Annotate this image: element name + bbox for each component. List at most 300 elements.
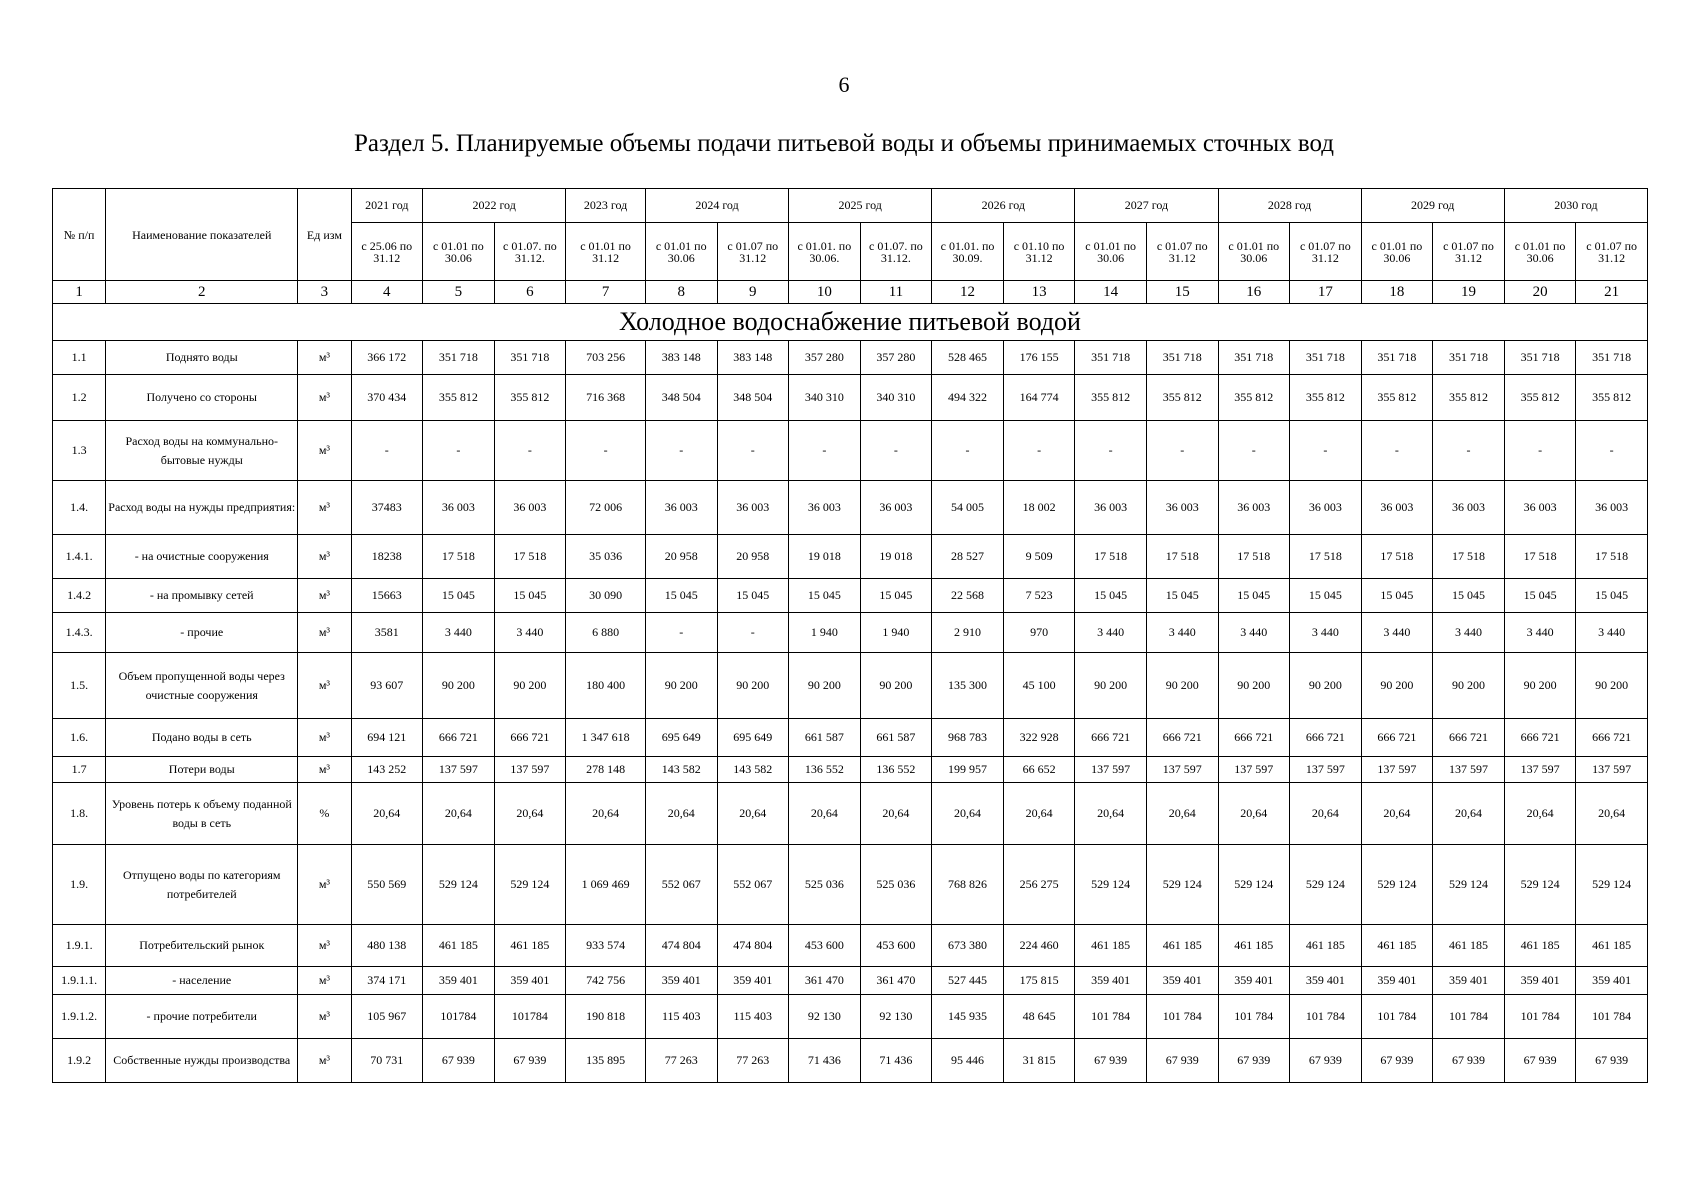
row-unit: м³ [298, 341, 351, 375]
row-indicator-name: Получено со стороны [106, 375, 298, 421]
value-cell: 67 939 [1504, 1039, 1576, 1083]
value-cell: 355 812 [423, 375, 495, 421]
value-cell: 36 003 [789, 481, 861, 535]
value-cell: 453 600 [860, 925, 932, 967]
row-unit: м³ [298, 995, 351, 1039]
header-period: с 01.07 по 31.12 [1146, 223, 1218, 281]
column-number-cell: 18 [1361, 281, 1433, 304]
row-indicator-name: Собственные нужды производства [106, 1039, 298, 1083]
value-cell: 351 718 [1218, 341, 1290, 375]
value-cell: 355 812 [1576, 375, 1648, 421]
value-cell: 1 940 [860, 613, 932, 653]
column-number-cell: 19 [1433, 281, 1505, 304]
value-cell: 92 130 [860, 995, 932, 1039]
value-cell: 666 721 [1361, 719, 1433, 757]
value-cell: 666 721 [1433, 719, 1505, 757]
table-row [53, 967, 1648, 995]
value-cell: 77 263 [645, 1039, 717, 1083]
value-cell: 143 252 [351, 757, 423, 783]
section-heading: Холодное водоснабжение питьевой водой [53, 304, 1648, 341]
value-cell: 36 003 [1504, 481, 1576, 535]
value-cell: 3 440 [1075, 613, 1147, 653]
value-cell: 529 124 [1290, 845, 1362, 925]
value-cell: 19 018 [860, 535, 932, 579]
column-number-cell: 5 [423, 281, 495, 304]
value-cell: 137 597 [1146, 757, 1218, 783]
value-cell: 695 649 [717, 719, 789, 757]
value-cell: 101 784 [1218, 995, 1290, 1039]
value-cell: 199 957 [932, 757, 1004, 783]
row-indicator-name: - прочие потребители [106, 995, 298, 1039]
value-cell: 30 090 [566, 579, 646, 613]
column-number-cell: 8 [645, 281, 717, 304]
column-number-cell: 16 [1218, 281, 1290, 304]
value-cell: 1 347 618 [566, 719, 646, 757]
value-cell: 135 895 [566, 1039, 646, 1083]
value-cell: - [860, 421, 932, 481]
value-cell: 115 403 [717, 995, 789, 1039]
value-cell: 716 368 [566, 375, 646, 421]
table-row [53, 757, 1648, 783]
value-cell: - [1146, 421, 1218, 481]
value-cell: 359 401 [1290, 967, 1362, 995]
value-cell: 67 939 [1146, 1039, 1218, 1083]
value-cell: 15 045 [1433, 579, 1505, 613]
value-cell: 550 569 [351, 845, 423, 925]
value-cell: 95 446 [932, 1039, 1004, 1083]
value-cell: 67 939 [494, 1039, 566, 1083]
value-cell: 20,64 [423, 783, 495, 845]
row-number: 1.9.1. [53, 925, 106, 967]
value-cell: 19 018 [789, 535, 861, 579]
value-cell: 529 124 [494, 845, 566, 925]
header-num: № п/п [53, 189, 106, 281]
header-period: с 01.10 по 31.12 [1003, 223, 1075, 281]
table-row [53, 719, 1648, 757]
row-indicator-name: Подано воды в сеть [106, 719, 298, 757]
value-cell: 359 401 [1361, 967, 1433, 995]
value-cell: 15663 [351, 579, 423, 613]
value-cell: 461 185 [1218, 925, 1290, 967]
value-cell: 36 003 [1433, 481, 1505, 535]
column-number-cell: 17 [1290, 281, 1362, 304]
value-cell: 143 582 [717, 757, 789, 783]
column-number-cell: 11 [860, 281, 932, 304]
header-period: с 01.07 по 31.12 [1576, 223, 1648, 281]
table-row [53, 1039, 1648, 1083]
value-cell: 666 721 [1504, 719, 1576, 757]
value-cell: 176 155 [1003, 341, 1075, 375]
value-cell: 359 401 [1504, 967, 1576, 995]
value-cell: 666 721 [1290, 719, 1362, 757]
value-cell: 15 045 [1576, 579, 1648, 613]
value-cell: 9 509 [1003, 535, 1075, 579]
value-cell: - [494, 421, 566, 481]
value-cell: 36 003 [1218, 481, 1290, 535]
row-indicator-name: Отпущено воды по категориям потребителей [106, 845, 298, 925]
value-cell: 31 815 [1003, 1039, 1075, 1083]
value-cell: 36 003 [860, 481, 932, 535]
value-cell: - [1576, 421, 1648, 481]
column-number-cell: 9 [717, 281, 789, 304]
row-unit: м³ [298, 845, 351, 925]
value-cell: 3 440 [1433, 613, 1505, 653]
value-cell: 17 518 [1504, 535, 1576, 579]
value-cell: 348 504 [717, 375, 789, 421]
value-cell: - [932, 421, 1004, 481]
value-cell: 474 804 [717, 925, 789, 967]
row-unit: м³ [298, 925, 351, 967]
value-cell: 3 440 [1218, 613, 1290, 653]
value-cell: 36 003 [1361, 481, 1433, 535]
row-indicator-name: - прочие [106, 613, 298, 653]
value-cell: 351 718 [1433, 341, 1505, 375]
value-cell: 36 003 [494, 481, 566, 535]
value-cell: 90 200 [860, 653, 932, 719]
row-unit: м³ [298, 719, 351, 757]
header-year: 2023 год [566, 189, 646, 223]
value-cell: 72 006 [566, 481, 646, 535]
value-cell: 2 910 [932, 613, 1004, 653]
value-cell: 494 322 [932, 375, 1004, 421]
value-cell: - [1290, 421, 1362, 481]
value-cell: 15 045 [1075, 579, 1147, 613]
value-cell: 22 568 [932, 579, 1004, 613]
value-cell: 355 812 [1290, 375, 1362, 421]
table-row [53, 341, 1648, 375]
column-number-cell: 4 [351, 281, 423, 304]
row-unit: м³ [298, 613, 351, 653]
row-indicator-name: Уровень потерь к объему поданной воды в сеть [106, 783, 298, 845]
value-cell: 20,64 [1504, 783, 1576, 845]
header-period: с 01.07. по 31.12. [494, 223, 566, 281]
value-cell: 105 967 [351, 995, 423, 1039]
value-cell: 67 939 [1576, 1039, 1648, 1083]
row-number: 1.6. [53, 719, 106, 757]
header-period: с 01.07 по 31.12 [1433, 223, 1505, 281]
value-cell: 175 815 [1003, 967, 1075, 995]
row-unit: м³ [298, 757, 351, 783]
value-cell: 351 718 [1146, 341, 1218, 375]
row-unit: м³ [298, 579, 351, 613]
value-cell: 695 649 [645, 719, 717, 757]
value-cell: 15 045 [645, 579, 717, 613]
value-cell: 461 185 [1290, 925, 1362, 967]
value-cell: 15 045 [423, 579, 495, 613]
value-cell: 20,64 [1146, 783, 1218, 845]
row-number: 1.9.1.1. [53, 967, 106, 995]
value-cell: 348 504 [645, 375, 717, 421]
value-cell: 278 148 [566, 757, 646, 783]
value-cell: 528 465 [932, 341, 1004, 375]
value-cell: 145 935 [932, 995, 1004, 1039]
value-cell: 36 003 [1290, 481, 1362, 535]
row-number: 1.4.3. [53, 613, 106, 653]
value-cell: 71 436 [789, 1039, 861, 1083]
value-cell: 3 440 [1290, 613, 1362, 653]
value-cell: 20,64 [1433, 783, 1505, 845]
value-cell: 742 756 [566, 967, 646, 995]
header-period: с 01.01. по 30.06. [789, 223, 861, 281]
value-cell: 77 263 [717, 1039, 789, 1083]
value-cell: 137 597 [1433, 757, 1505, 783]
row-number: 1.2 [53, 375, 106, 421]
value-cell: 93 607 [351, 653, 423, 719]
value-cell: 90 200 [1361, 653, 1433, 719]
value-cell: 529 124 [1146, 845, 1218, 925]
value-cell: 15 045 [860, 579, 932, 613]
header-period: с 01.01 по 30.06 [1218, 223, 1290, 281]
value-cell: 164 774 [1003, 375, 1075, 421]
header-year: 2025 год [789, 189, 932, 223]
header-period: с 01.01 по 30.06 [645, 223, 717, 281]
value-cell: 15 045 [1361, 579, 1433, 613]
value-cell: 37483 [351, 481, 423, 535]
header-period: с 01.01 по 30.06 [1075, 223, 1147, 281]
value-cell: 35 036 [566, 535, 646, 579]
value-cell: 361 470 [860, 967, 932, 995]
header-period: с 01.01 по 30.06 [423, 223, 495, 281]
value-cell: - [423, 421, 495, 481]
value-cell: 666 721 [1218, 719, 1290, 757]
value-cell: 461 185 [1433, 925, 1505, 967]
value-cell: 67 939 [1218, 1039, 1290, 1083]
value-cell: 15 045 [789, 579, 861, 613]
value-cell: - [645, 421, 717, 481]
value-cell: 36 003 [423, 481, 495, 535]
table-row [53, 995, 1648, 1039]
value-cell: 54 005 [932, 481, 1004, 535]
value-cell: - [717, 613, 789, 653]
column-number-cell: 14 [1075, 281, 1147, 304]
value-cell: 17 518 [1146, 535, 1218, 579]
value-cell: 666 721 [1576, 719, 1648, 757]
value-cell: 661 587 [789, 719, 861, 757]
column-number-cell: 15 [1146, 281, 1218, 304]
value-cell: 357 280 [789, 341, 861, 375]
column-number-cell: 2 [106, 281, 298, 304]
value-cell: 17 518 [1576, 535, 1648, 579]
value-cell: 20,64 [566, 783, 646, 845]
header-name: Наименование показателей [106, 189, 298, 281]
row-indicator-name: Объем пропущенной воды через очистные сооружения [106, 653, 298, 719]
value-cell: 90 200 [717, 653, 789, 719]
value-cell: 666 721 [494, 719, 566, 757]
section-title: Раздел 5. Планируемые объемы подачи питьевой воды и объемы принимаемых сточных вод [353, 130, 1335, 157]
value-cell: 15 045 [494, 579, 566, 613]
value-cell: 461 185 [1504, 925, 1576, 967]
value-cell: 67 939 [1075, 1039, 1147, 1083]
value-cell: 15 045 [1146, 579, 1218, 613]
value-cell: 355 812 [1218, 375, 1290, 421]
value-cell: 20,64 [351, 783, 423, 845]
value-cell: 3 440 [1361, 613, 1433, 653]
row-number: 1.1 [53, 341, 106, 375]
value-cell: - [789, 421, 861, 481]
column-number-cell: 12 [932, 281, 1004, 304]
value-cell: 461 185 [1075, 925, 1147, 967]
value-cell: 90 200 [645, 653, 717, 719]
column-number-row [53, 281, 1648, 304]
value-cell: 137 597 [1218, 757, 1290, 783]
table-row [53, 613, 1648, 653]
value-cell: 351 718 [1504, 341, 1576, 375]
value-cell: 101 784 [1075, 995, 1147, 1039]
value-cell: 137 597 [423, 757, 495, 783]
value-cell: 529 124 [1361, 845, 1433, 925]
value-cell: 36 003 [1576, 481, 1648, 535]
table-row [53, 783, 1648, 845]
value-cell: 351 718 [423, 341, 495, 375]
header-period: с 25.06 по 31.12 [351, 223, 423, 281]
value-cell: 474 804 [645, 925, 717, 967]
row-unit: м³ [298, 375, 351, 421]
row-number: 1.4.2 [53, 579, 106, 613]
row-unit: м³ [298, 535, 351, 579]
header-period: с 01.01. по 30.09. [932, 223, 1004, 281]
value-cell: 90 200 [1433, 653, 1505, 719]
column-number-cell: 3 [298, 281, 351, 304]
value-cell: 28 527 [932, 535, 1004, 579]
value-cell: 355 812 [1433, 375, 1505, 421]
value-cell: 529 124 [1433, 845, 1505, 925]
value-cell: 101 784 [1361, 995, 1433, 1039]
value-cell: 20,64 [789, 783, 861, 845]
value-cell: 137 597 [494, 757, 566, 783]
header-period: с 01.01 по 30.06 [1361, 223, 1433, 281]
row-number: 1.8. [53, 783, 106, 845]
value-cell: 666 721 [423, 719, 495, 757]
value-cell: 101 784 [1290, 995, 1362, 1039]
row-indicator-name: - население [106, 967, 298, 995]
value-cell: 36 003 [1075, 481, 1147, 535]
value-cell: 101784 [494, 995, 566, 1039]
row-indicator-name: Потери воды [106, 757, 298, 783]
row-unit: м³ [298, 967, 351, 995]
value-cell: 66 652 [1003, 757, 1075, 783]
value-cell: 366 172 [351, 341, 423, 375]
value-cell: 673 380 [932, 925, 1004, 967]
value-cell: 351 718 [1075, 341, 1147, 375]
value-cell: 36 003 [717, 481, 789, 535]
value-cell: 3 440 [1504, 613, 1576, 653]
value-cell: 529 124 [1218, 845, 1290, 925]
value-cell: 101784 [423, 995, 495, 1039]
value-cell: 666 721 [1075, 719, 1147, 757]
value-cell: 70 731 [351, 1039, 423, 1083]
value-cell: 36 003 [645, 481, 717, 535]
value-cell: 17 518 [1075, 535, 1147, 579]
value-cell: 90 200 [1576, 653, 1648, 719]
header-year: 2027 год [1075, 189, 1218, 223]
value-cell: 527 445 [932, 967, 1004, 995]
value-cell: 90 200 [1075, 653, 1147, 719]
value-cell: 101 784 [1576, 995, 1648, 1039]
value-cell: 20,64 [932, 783, 1004, 845]
value-cell: - [645, 613, 717, 653]
table-row [53, 421, 1648, 481]
value-cell: 101 784 [1433, 995, 1505, 1039]
value-cell: 3 440 [1576, 613, 1648, 653]
column-number-cell: 21 [1576, 281, 1648, 304]
value-cell: 357 280 [860, 341, 932, 375]
value-cell: 67 939 [423, 1039, 495, 1083]
value-cell: 351 718 [494, 341, 566, 375]
value-cell: 17 518 [423, 535, 495, 579]
value-cell: 15 045 [1290, 579, 1362, 613]
value-cell: 361 470 [789, 967, 861, 995]
row-indicator-name: - на промывку сетей [106, 579, 298, 613]
table-row [53, 375, 1648, 421]
value-cell: 359 401 [1218, 967, 1290, 995]
value-cell: 20,64 [860, 783, 932, 845]
value-cell: 461 185 [1361, 925, 1433, 967]
table-row [53, 925, 1648, 967]
value-cell: 15 045 [1218, 579, 1290, 613]
value-cell: 933 574 [566, 925, 646, 967]
value-cell: 355 812 [1146, 375, 1218, 421]
value-cell: - [566, 421, 646, 481]
value-cell: 453 600 [789, 925, 861, 967]
column-number-cell: 1 [53, 281, 106, 304]
value-cell: 370 434 [351, 375, 423, 421]
value-cell: 3 440 [494, 613, 566, 653]
column-number-cell: 6 [494, 281, 566, 304]
value-cell: 461 185 [494, 925, 566, 967]
row-indicator-name: Поднято воды [106, 341, 298, 375]
value-cell: - [1218, 421, 1290, 481]
row-unit: м³ [298, 481, 351, 535]
value-cell: 17 518 [1361, 535, 1433, 579]
value-cell: 67 939 [1361, 1039, 1433, 1083]
value-cell: 355 812 [494, 375, 566, 421]
value-cell: 461 185 [423, 925, 495, 967]
value-cell: 17 518 [1218, 535, 1290, 579]
value-cell: 137 597 [1576, 757, 1648, 783]
row-unit: м³ [298, 653, 351, 719]
row-number: 1.7 [53, 757, 106, 783]
value-cell: 968 783 [932, 719, 1004, 757]
value-cell: 355 812 [1361, 375, 1433, 421]
value-cell: - [1361, 421, 1433, 481]
value-cell: 3 440 [423, 613, 495, 653]
row-unit: м³ [298, 421, 351, 481]
value-cell: 768 826 [932, 845, 1004, 925]
value-cell: 36 003 [1146, 481, 1218, 535]
value-cell: - [717, 421, 789, 481]
value-cell: 3 440 [1146, 613, 1218, 653]
value-cell: 703 256 [566, 341, 646, 375]
value-cell: 135 300 [932, 653, 1004, 719]
row-unit: м³ [298, 1039, 351, 1083]
value-cell: - [1003, 421, 1075, 481]
value-cell: 20,64 [1003, 783, 1075, 845]
row-indicator-name: Расход воды на коммунально-бытовые нужды [106, 421, 298, 481]
value-cell: 359 401 [494, 967, 566, 995]
value-cell: 190 818 [566, 995, 646, 1039]
section-row [53, 304, 1648, 341]
value-cell: 180 400 [566, 653, 646, 719]
value-cell: 224 460 [1003, 925, 1075, 967]
value-cell: 20 958 [717, 535, 789, 579]
value-cell: 136 552 [860, 757, 932, 783]
value-cell: 359 401 [1146, 967, 1218, 995]
header-year: 2029 год [1361, 189, 1504, 223]
header-year: 2022 год [423, 189, 566, 223]
value-cell: 101 784 [1146, 995, 1218, 1039]
value-cell: 67 939 [1433, 1039, 1505, 1083]
value-cell: 90 200 [789, 653, 861, 719]
